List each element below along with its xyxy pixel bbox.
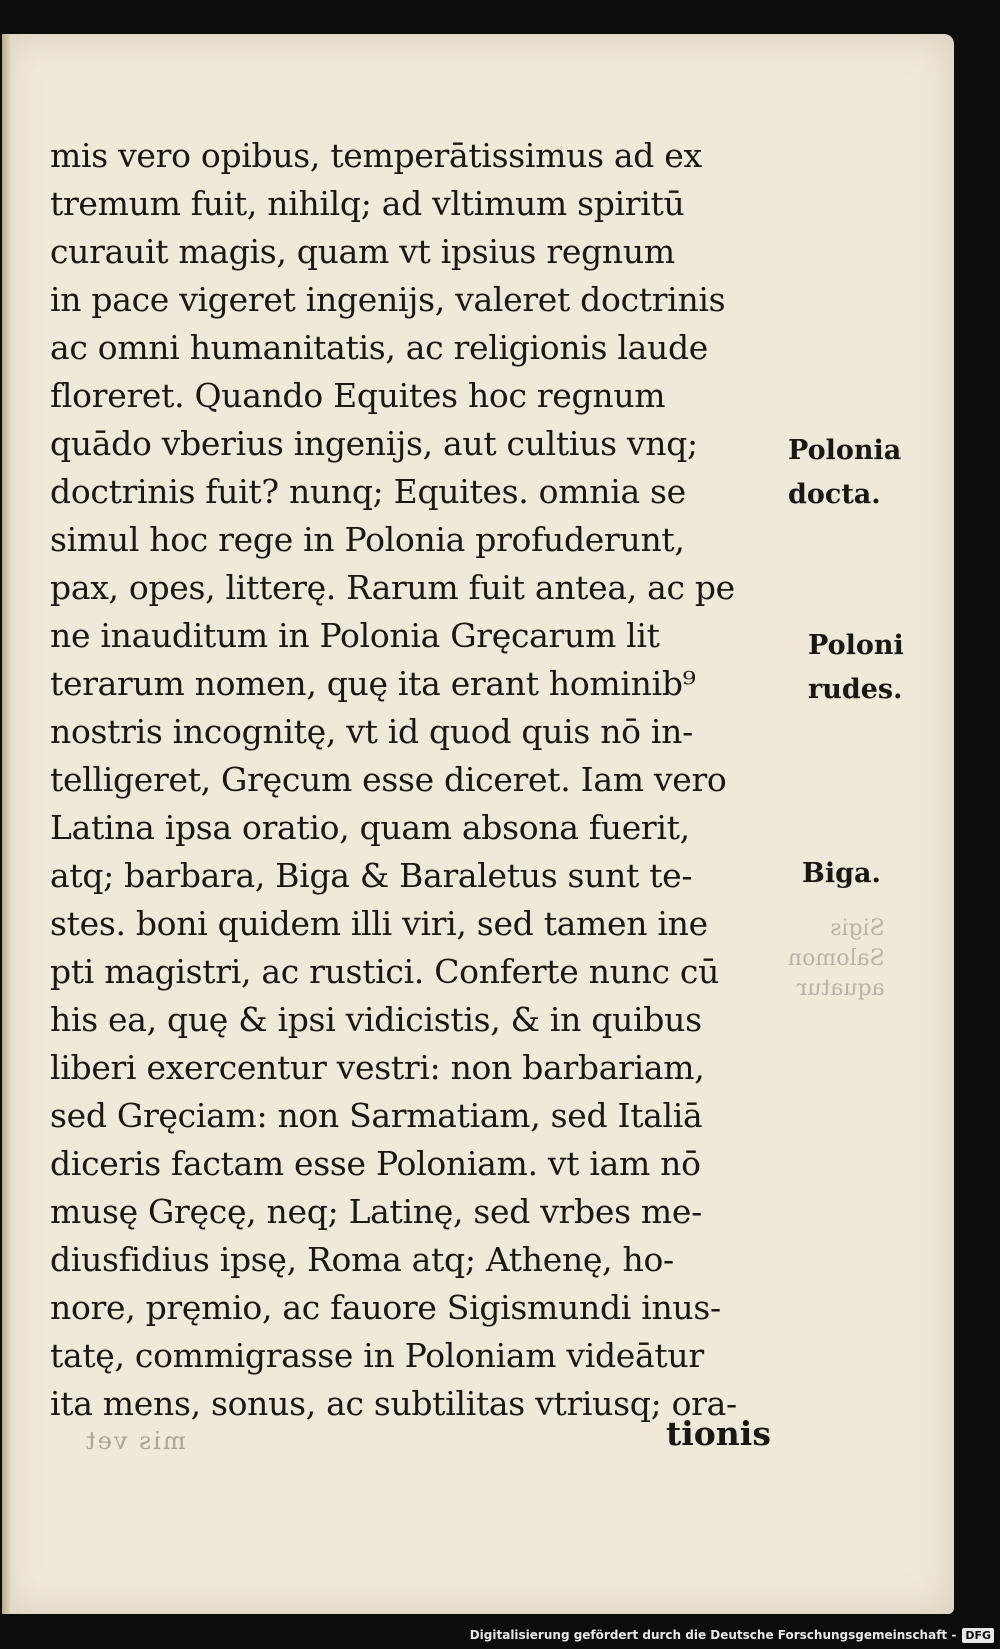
text-line: terarum nomen, quę ita erant hominib⁹ [50, 664, 696, 703]
bleed-through-line: Sigis [830, 916, 885, 941]
text-line: sed Gręciam: non Sarmatiam, sed Italiā [50, 1096, 703, 1135]
margin-note-line: Polonia [788, 435, 902, 466]
margin-note-line: Biga. [802, 858, 881, 889]
margin-note-line: Poloni [808, 630, 904, 661]
text-line: pax, opes, litterę. Rarum fuit antea, ac pe [50, 568, 735, 607]
text-line: liberi exercentur vestri: non barbariam, [50, 1048, 705, 1087]
margin-note-poloni-rudes [808, 624, 904, 712]
text-line: ac omni humanitatis, ac religionis laude [50, 328, 709, 367]
text-line: ne inauditum in Polonia Gręcarum lit [50, 616, 660, 655]
text-line: pti magistri, ac rustici. Conferte nunc cū [50, 952, 720, 991]
footer-credit: Digitalisierung gefördert durch die Deutsche Forschungsgemeinschaft - [469, 1628, 957, 1642]
book-page [2, 34, 954, 1614]
text-line: tatę, commigrasse in Poloniam videātur [50, 1336, 704, 1375]
text-line: telligeret, Gręcum esse diceret. Iam vero [50, 760, 727, 799]
bleed-through-line: Salomon [788, 946, 885, 971]
margin-note-polonia-docta [788, 429, 901, 517]
margin-note-biga [802, 852, 881, 896]
text-line: floreret. Quando Equites hoc regnum [50, 376, 666, 415]
text-line: Latina ipsa oratio, quam absona fuerit, [50, 808, 690, 847]
text-line: quādo vberius ingenijs, aut cultius vnq; [50, 424, 698, 463]
margin-note-line: docta. [788, 479, 881, 510]
text-line: ita mens, sonus, ac subtilitas vtriusq; ora- [50, 1384, 737, 1423]
margin-note-line: rudes. [808, 674, 903, 705]
catchword: tionis [666, 1414, 771, 1453]
main-text-block [50, 132, 790, 1428]
text-line: diusfidius ipsę, Roma atq; Athenę, ho- [50, 1240, 674, 1279]
funding-footer [470, 1625, 1000, 1645]
text-line: tremum fuit, nihilq; ad vltimum spiritū [50, 184, 685, 223]
bleed-through-catchword: mis vet [84, 1427, 186, 1455]
text-line: in pace vigeret ingenijs, valeret doctrinis [50, 280, 726, 319]
text-line: stes. boni quidem illi viri, sed tamen ine [50, 904, 708, 943]
dfg-logo-icon: DFG [962, 1628, 994, 1643]
bleed-through-line: aquatur [796, 976, 885, 1001]
text-line: simul hoc rege in Polonia profuderunt, [50, 520, 685, 559]
bleed-through-notes [788, 914, 885, 1004]
text-line: mis vero opibus, temperātissimus ad ex [50, 136, 702, 175]
text-line: atq; barbara, Biga & Baraletus sunt te- [50, 856, 693, 895]
text-line: curauit magis, quam vt ipsius regnum [50, 232, 675, 271]
text-line: nore, pręmio, ac fauore Sigismundi inus- [50, 1288, 721, 1327]
text-line: musę Gręcę, neq; Latinę, sed vrbes me- [50, 1192, 702, 1231]
binding-edge [2, 34, 12, 1614]
text-line: doctrinis fuit? nunq; Equites. omnia se [50, 472, 686, 511]
text-line: his ea, quę & ipsi vidicistis, & in quibus [50, 1000, 702, 1039]
text-line: nostris incognitę, vt id quod quis nō in- [50, 712, 693, 751]
text-line: diceris factam esse Poloniam. vt iam nō [50, 1144, 701, 1183]
